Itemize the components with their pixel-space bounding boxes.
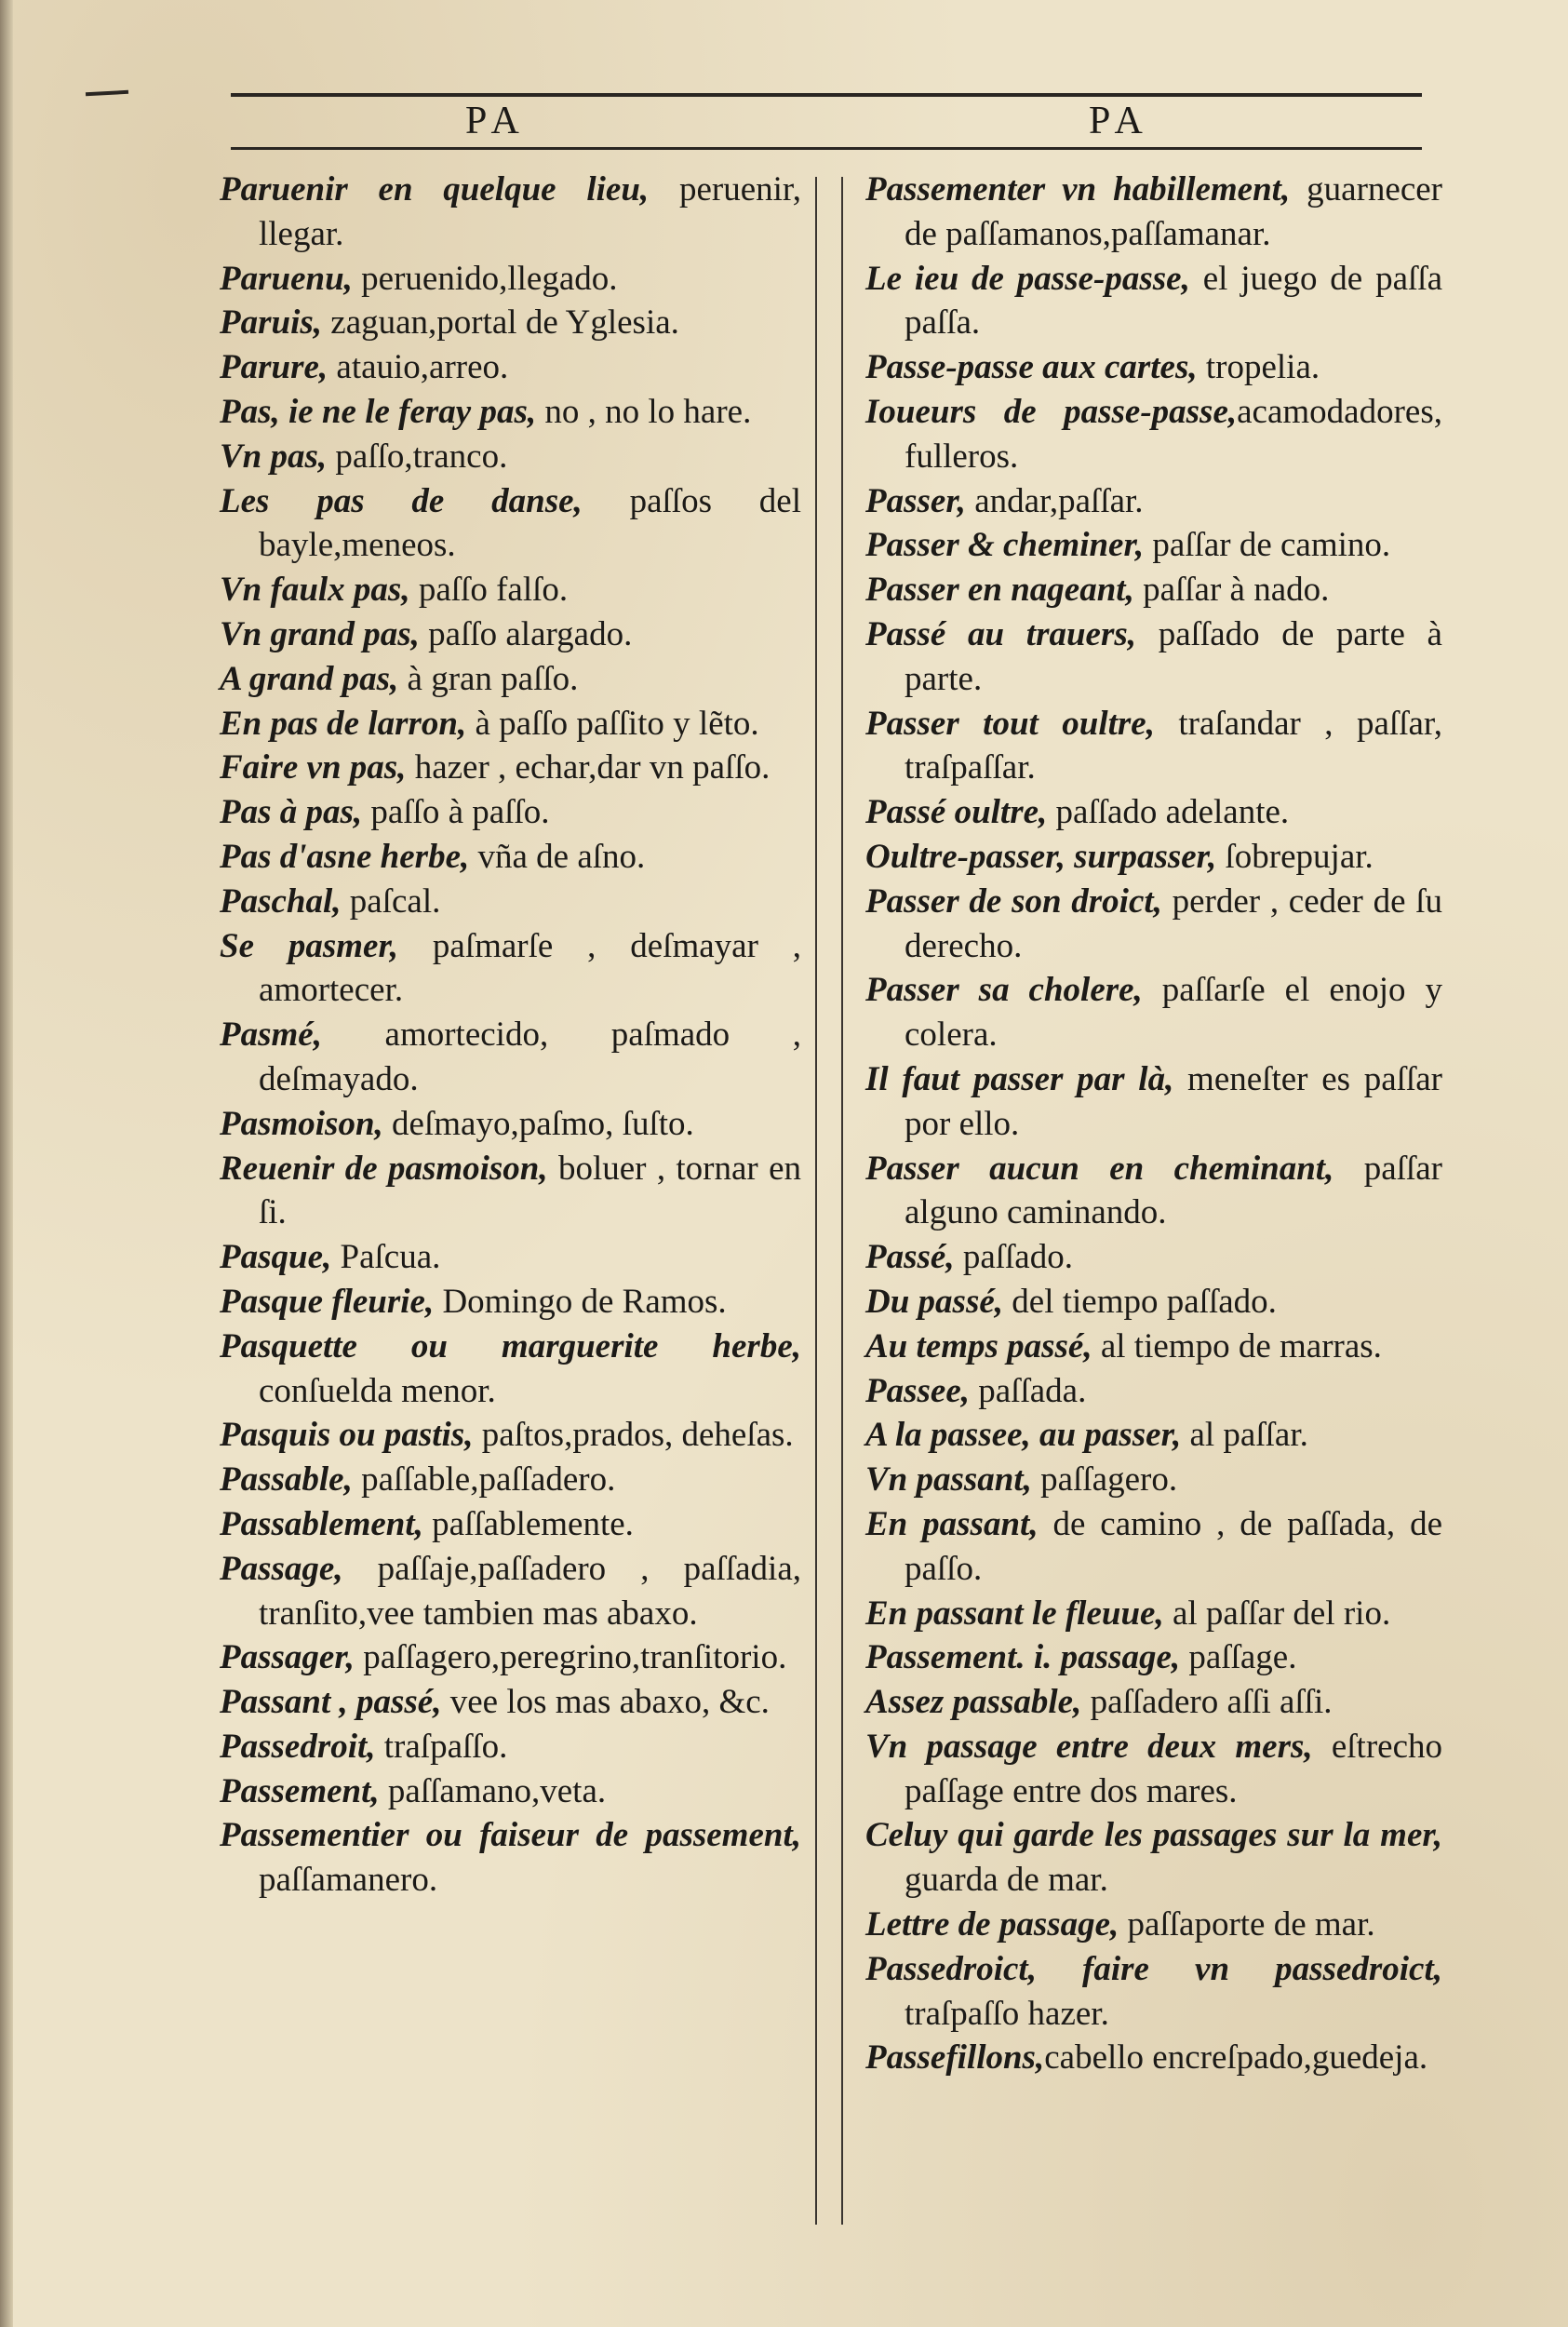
french-headword: Passer tout oultre, bbox=[865, 704, 1155, 743]
dictionary-entry bbox=[220, 479, 801, 569]
dictionary-entry bbox=[865, 1235, 1442, 1280]
french-headword: Paschal, bbox=[220, 881, 342, 921]
dictionary-entry bbox=[865, 702, 1442, 791]
dictionary-entry bbox=[865, 1147, 1442, 1236]
spanish-translation: amortecido, paſmado , deſmayado. bbox=[259, 1016, 801, 1098]
french-headword: Se pasmer, bbox=[220, 926, 399, 965]
french-headword: Passementier ou faiseur de passement, bbox=[220, 1816, 801, 1855]
spanish-translation: atauio,arreo. bbox=[328, 348, 509, 387]
dictionary-entry bbox=[220, 612, 801, 657]
spanish-translation: paſſamano,veta. bbox=[379, 1771, 607, 1810]
spanish-translation: deſmayo,paſmo, ſuſto. bbox=[382, 1104, 694, 1143]
header-bottom-rule bbox=[231, 147, 1422, 150]
french-headword: Oultre-passer, surpasser, bbox=[865, 837, 1217, 876]
dictionary-entry bbox=[865, 1592, 1442, 1636]
french-headword: Vn passage entre deux mers, bbox=[865, 1727, 1313, 1766]
dictionary-entry bbox=[865, 880, 1442, 969]
french-headword: Passer & cheminer, bbox=[865, 526, 1145, 565]
spanish-translation: peruenido,llegado. bbox=[352, 259, 618, 298]
french-headword: Reuenir de pasmoison, bbox=[220, 1149, 548, 1188]
spanish-translation: de camino , de paſſada, de paſſo. bbox=[905, 1504, 1443, 1588]
spanish-translation: al paſſar del rio. bbox=[1163, 1594, 1391, 1633]
dictionary-entry bbox=[865, 390, 1442, 479]
spanish-translation: paſſar de camino. bbox=[1144, 526, 1391, 565]
french-headword: Vn grand pas, bbox=[220, 614, 420, 653]
french-headword: Passé au trauers, bbox=[865, 614, 1137, 653]
dictionary-entry bbox=[865, 968, 1442, 1057]
spanish-translation: traſpaſſo hazer. bbox=[905, 1994, 1109, 2033]
french-headword: Passage, bbox=[220, 1549, 343, 1588]
spanish-translation: à gran paſſo. bbox=[398, 659, 579, 698]
spanish-translation: guarda de mar. bbox=[905, 1861, 1108, 1900]
dictionary-entry bbox=[865, 1369, 1442, 1414]
french-headword: Passe-passe aux cartes, bbox=[865, 348, 1198, 387]
french-headword: En passant le fleuue, bbox=[865, 1594, 1164, 1633]
french-headword: Il faut passer par là, bbox=[865, 1059, 1174, 1098]
spanish-translation: traſpaſſo. bbox=[375, 1727, 508, 1766]
spanish-translation: ſobrepujar. bbox=[1216, 837, 1374, 876]
french-headword: Pas, ie ne le feray pas, bbox=[220, 392, 537, 431]
french-headword: Passefillons, bbox=[865, 2038, 1045, 2078]
dictionary-entry bbox=[865, 1635, 1442, 1680]
spanish-translation: acamodadores, fulleros. bbox=[905, 392, 1442, 476]
french-headword: Vn passant, bbox=[865, 1460, 1032, 1500]
dictionary-entry bbox=[865, 1502, 1442, 1592]
french-headword: Passer en nageant, bbox=[865, 571, 1134, 610]
french-headword: Passablement, bbox=[220, 1504, 423, 1543]
dictionary-entry bbox=[865, 1903, 1442, 1947]
french-headword: Celuy qui garde les passages sur la mer, bbox=[865, 1816, 1442, 1855]
spanish-translation: Paſcua. bbox=[331, 1238, 441, 1277]
spanish-translation: paſſamanero. bbox=[259, 1861, 438, 1900]
dictionary-entry bbox=[865, 1280, 1442, 1325]
spanish-translation: hazer , echar,dar vn paſſo. bbox=[406, 748, 771, 787]
dictionary-entry bbox=[865, 257, 1442, 346]
dictionary-entry bbox=[220, 345, 801, 390]
spanish-translation: peruenir, llegar. bbox=[259, 170, 801, 253]
dictionary-entry bbox=[865, 1725, 1442, 1814]
french-headword: Paruenu, bbox=[220, 259, 353, 298]
french-headword: Parure, bbox=[220, 348, 328, 387]
dictionary-entry bbox=[220, 1325, 801, 1414]
french-headword: Pasmé, bbox=[220, 1016, 322, 1055]
dictionary-entry bbox=[865, 790, 1442, 835]
dictionary-entry bbox=[220, 1235, 801, 1280]
dictionary-entry bbox=[220, 924, 801, 1014]
french-headword: Paruenir en quelque lieu, bbox=[220, 170, 650, 208]
spanish-translation: paſſablemente. bbox=[422, 1504, 634, 1543]
spanish-translation: andar,paſſar. bbox=[965, 481, 1144, 520]
dictionary-entry bbox=[220, 1769, 801, 1814]
dictionary-entry bbox=[220, 1547, 801, 1636]
spanish-translation: perder , ceder de ſu derecho. bbox=[905, 881, 1443, 965]
french-headword: Du passé, bbox=[865, 1282, 1004, 1321]
french-headword: En passant, bbox=[865, 1504, 1039, 1543]
dictionary-entry bbox=[220, 1458, 801, 1502]
spanish-translation: tropelia. bbox=[1197, 348, 1320, 387]
dictionary-entry bbox=[220, 1102, 801, 1147]
french-headword: Faire vn pas, bbox=[220, 748, 407, 787]
dictionary-entry bbox=[865, 568, 1442, 612]
french-headword: Les pas de danse, bbox=[220, 481, 583, 520]
dictionary-column-right bbox=[865, 168, 1442, 2080]
french-headword: A la passee, au passer, bbox=[865, 1416, 1182, 1455]
french-headword: Lettre de passage, bbox=[865, 1905, 1119, 1944]
dictionary-entry bbox=[865, 1458, 1442, 1502]
dictionary-entry bbox=[220, 1013, 801, 1102]
spanish-translation: à paſſo paſſito y lẽto. bbox=[466, 704, 759, 743]
french-headword: Pas d'asne herbe, bbox=[220, 837, 470, 876]
spanish-translation: paſſar à nado. bbox=[1133, 571, 1330, 610]
spanish-translation: paſſado adelante. bbox=[1047, 793, 1290, 832]
french-headword: Passé, bbox=[865, 1238, 955, 1277]
dictionary-entry bbox=[865, 1813, 1442, 1903]
spanish-translation: paſſo à paſſo. bbox=[362, 793, 550, 832]
french-headword: Passement, bbox=[220, 1771, 380, 1810]
french-headword: Le ieu de passe-passe, bbox=[865, 259, 1190, 298]
margin-mark bbox=[86, 90, 128, 96]
dictionary-entry bbox=[865, 168, 1442, 257]
french-headword: Pasque, bbox=[220, 1238, 332, 1277]
spanish-translation: paſcal. bbox=[341, 881, 441, 921]
dictionary-entry bbox=[865, 479, 1442, 524]
french-headword: Passee, bbox=[865, 1371, 970, 1410]
french-headword: Pas à pas, bbox=[220, 793, 363, 832]
spanish-translation: al tiempo de marras. bbox=[1092, 1326, 1382, 1365]
dictionary-entry bbox=[865, 1057, 1442, 1147]
spanish-translation: paſtos,prados, deheſas. bbox=[473, 1416, 794, 1455]
french-headword: Passedroict, faire vn passedroict, bbox=[865, 1949, 1442, 1988]
french-headword: Vn faulx pas, bbox=[220, 571, 410, 610]
french-headword: Pasque fleurie, bbox=[220, 1282, 435, 1321]
dictionary-entry bbox=[220, 835, 801, 880]
dictionary-entry bbox=[220, 1280, 801, 1325]
column-divider-left bbox=[815, 177, 817, 2225]
french-headword: Ioueurs de passe-passe, bbox=[865, 392, 1238, 431]
dictionary-entry bbox=[220, 301, 801, 345]
spanish-translation: meneſter es paſſar por ello. bbox=[905, 1059, 1442, 1143]
dictionary-entry bbox=[220, 1635, 801, 1680]
french-headword: Vn pas, bbox=[220, 437, 328, 476]
french-headword: Passementer vn habillement, bbox=[865, 170, 1291, 208]
spanish-translation: paſſage. bbox=[1180, 1638, 1297, 1677]
french-headword: Passable, bbox=[220, 1460, 353, 1500]
running-head-left: PA bbox=[465, 100, 527, 142]
french-headword: Passant , passé, bbox=[220, 1683, 442, 1722]
dictionary-entry bbox=[220, 1680, 801, 1725]
spanish-translation: paſſado de parte à parte. bbox=[905, 614, 1442, 698]
dictionary-entry bbox=[220, 1502, 801, 1547]
spanish-translation: paſſaporte de mar. bbox=[1119, 1905, 1375, 1944]
spanish-translation: zaguan,portal de Yglesia. bbox=[322, 303, 679, 343]
dictionary-entry bbox=[865, 1413, 1442, 1458]
page-edge-shadow bbox=[0, 0, 13, 2327]
spanish-translation: paſſable,paſſadero. bbox=[352, 1460, 616, 1500]
dictionary-entry bbox=[865, 2036, 1442, 2080]
dictionary-entry bbox=[220, 1413, 801, 1458]
spanish-translation: conſuelda menor. bbox=[259, 1371, 496, 1410]
column-divider-right bbox=[841, 177, 843, 2225]
spanish-translation: paſſo falſo. bbox=[409, 571, 569, 610]
dictionary-entry bbox=[865, 1680, 1442, 1725]
spanish-translation: paſſaje,paſſadero , paſſadia, tranſito,vee tambien mas abaxo. bbox=[259, 1549, 801, 1633]
dictionary-entry bbox=[865, 835, 1442, 880]
dictionary-entry bbox=[865, 612, 1442, 702]
spanish-translation: guarnecer de paſſamanos,paſſamanar. bbox=[905, 170, 1442, 253]
spanish-translation: paſmarſe , deſmayar , amortecer. bbox=[259, 926, 802, 1010]
dictionary-entry bbox=[220, 168, 801, 257]
french-headword: Passedroit, bbox=[220, 1727, 376, 1766]
spanish-translation: paſſo,tranco. bbox=[327, 437, 508, 476]
dictionary-entry bbox=[220, 257, 801, 302]
spanish-translation: paſſado. bbox=[954, 1238, 1073, 1277]
spanish-translation: paſſarſe el enojo y colera. bbox=[905, 971, 1442, 1055]
dictionary-entry bbox=[220, 1725, 801, 1769]
dictionary-entry bbox=[220, 790, 801, 835]
spanish-translation: traſandar , paſſar, traſpaſſar. bbox=[905, 704, 1442, 787]
french-headword: Au temps passé, bbox=[865, 1326, 1092, 1365]
spanish-translation: vña de aſno. bbox=[469, 837, 646, 876]
french-headword: Pasmoison, bbox=[220, 1104, 383, 1143]
french-headword: Passer, bbox=[865, 481, 966, 520]
dictionary-entry bbox=[220, 702, 801, 747]
french-headword: En pas de larron, bbox=[220, 704, 467, 743]
french-headword: Passer sa cholere, bbox=[865, 971, 1143, 1010]
dictionary-entry bbox=[220, 435, 801, 479]
spanish-translation: paſſadero aſſi aſſi. bbox=[1081, 1683, 1333, 1722]
spanish-translation: al paſſar. bbox=[1181, 1416, 1308, 1455]
dictionary-entry bbox=[220, 746, 801, 790]
dictionary-entry bbox=[220, 390, 801, 435]
french-headword: Pasquette ou marguerite herbe, bbox=[220, 1326, 801, 1365]
dictionary-entry bbox=[865, 523, 1442, 568]
spanish-translation: paſſada. bbox=[970, 1371, 1087, 1410]
spanish-translation: boluer , tornar en ſi. bbox=[259, 1149, 802, 1232]
dictionary-entry bbox=[865, 1325, 1442, 1369]
spanish-translation: eſtrecho paſſage entre dos mares. bbox=[905, 1727, 1442, 1810]
spanish-translation: paſſar alguno caminando. bbox=[905, 1149, 1442, 1232]
dictionary-column-left bbox=[220, 168, 801, 1903]
spanish-translation: el juego de paſſa paſſa. bbox=[905, 259, 1442, 343]
dictionary-entry bbox=[220, 568, 801, 612]
dictionary-entry bbox=[220, 1813, 801, 1903]
spanish-translation: paſſagero. bbox=[1031, 1460, 1178, 1500]
french-headword: Passager, bbox=[220, 1638, 355, 1677]
dictionary-entry bbox=[865, 345, 1442, 390]
spanish-translation: Domingo de Ramos. bbox=[434, 1282, 727, 1321]
spanish-translation: paſſo alargado. bbox=[419, 614, 633, 653]
spanish-translation: del tiempo paſſado. bbox=[1003, 1282, 1277, 1321]
spanish-translation: paſſagero,peregrino,tranſitorio. bbox=[354, 1638, 787, 1677]
spanish-translation: paſſos del bayle,meneos. bbox=[259, 481, 801, 565]
spanish-translation: no , no lo hare. bbox=[536, 392, 752, 431]
french-headword: Paruis, bbox=[220, 303, 323, 343]
french-headword: Assez passable, bbox=[865, 1683, 1082, 1722]
dictionary-entry bbox=[220, 657, 801, 702]
french-headword: Passer aucun en cheminant, bbox=[865, 1149, 1334, 1188]
french-headword: Passé oultre, bbox=[865, 793, 1048, 832]
dictionary-entry bbox=[220, 1147, 801, 1236]
french-headword: Passement. i. passage, bbox=[865, 1638, 1181, 1677]
header-top-rule bbox=[231, 93, 1422, 97]
spanish-translation: cabello encreſpado,guedeja. bbox=[1044, 2038, 1428, 2078]
french-headword: Pasquis ou pastis, bbox=[220, 1416, 474, 1455]
dictionary-entry bbox=[865, 1947, 1442, 2037]
running-head-right: PA bbox=[1089, 100, 1150, 142]
dictionary-entry bbox=[220, 880, 801, 924]
french-headword: Passer de son droict, bbox=[865, 881, 1162, 921]
french-headword: A grand pas, bbox=[220, 659, 399, 698]
spanish-translation: vee los mas abaxo, &c. bbox=[441, 1683, 770, 1722]
